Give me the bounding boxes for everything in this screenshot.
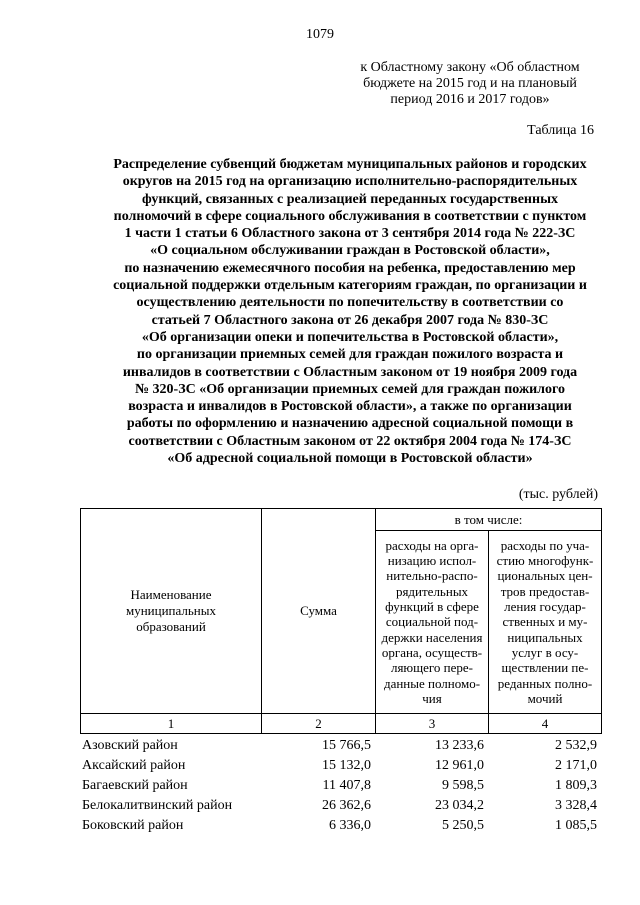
row-col4: 3 328,4 — [555, 798, 597, 813]
header-col3-line: ляющего пере- — [390, 660, 474, 676]
title-line: «О социальном обслуживании граждан в Ростовской области», — [150, 243, 550, 259]
row-col3: 5 250,5 — [442, 818, 484, 833]
header-col3-cell — [376, 531, 489, 714]
header-sum-cell: Сумма — [262, 509, 376, 714]
column-number: 3 — [376, 714, 489, 734]
annex-line: период 2016 и 2017 годов» — [390, 92, 550, 107]
header-col4-line: реданных полно- — [497, 675, 593, 691]
title-line: возраста и инвалидов в Ростовской области», а также по организации — [128, 399, 572, 415]
header-col4-line: стию многофунк- — [496, 553, 594, 569]
title-line: «Об организации опеки и попечительства в Ростовской области», — [141, 329, 559, 345]
row-sum: 6 336,0 — [329, 818, 371, 833]
header-col3-line: держки населения — [381, 629, 483, 645]
row-col3: 12 961,0 — [435, 758, 484, 773]
title-line: по назначению ежемесячного пособия на ребенка, предоставлению мер — [124, 260, 576, 276]
title-line: социальной поддержки отдельным категориям граждан, по организации и — [113, 278, 587, 294]
row-col4: 1 809,3 — [555, 778, 597, 793]
annex-line: к Областному закону «Об областном — [360, 60, 580, 75]
units-note: (тыс. рублей) — [518, 487, 598, 502]
header-col4-line: ниципальных — [507, 629, 583, 645]
row-col3: 23 034,2 — [435, 798, 484, 813]
row-name: Азовский район — [82, 738, 178, 753]
table-row — [80, 796, 601, 816]
header-col3-line: данные полномо- — [383, 675, 481, 691]
data-table — [80, 736, 601, 836]
row-col4: 2 171,0 — [555, 758, 597, 773]
row-col3: 13 233,6 — [435, 738, 484, 753]
row-name: Багаевский район — [82, 778, 188, 793]
title-line: округов на 2015 год на организацию исполнительно-распорядительных — [122, 174, 578, 190]
column-number: 2 — [262, 714, 376, 734]
header-col3-line: органа, осуществ- — [381, 644, 483, 660]
header-col4-line: ственных и му- — [502, 614, 588, 630]
title-line: функций, связанных с реализацией переданных государственных — [141, 191, 558, 207]
row-sum: 11 407,8 — [322, 778, 371, 793]
table-row — [80, 756, 601, 776]
header-name-line: Наименование — [130, 587, 212, 602]
header-name-line: образований — [136, 619, 206, 634]
title-line: полномочий в сфере социального обслуживания в соответствии с пунктом — [113, 208, 587, 224]
title-line: инвалидов в соответствии с Областным законом от 19 ноября 2009 года — [122, 364, 578, 380]
header-col3-line: расходы на орга- — [385, 537, 479, 553]
row-sum: 15 132,0 — [322, 758, 371, 773]
header-col3-line: чия — [422, 690, 442, 706]
row-col4: 2 532,9 — [555, 738, 597, 753]
title-line: 1 части 1 статьи 6 Областного закона от 3 сентября 2014 года № 222-ЗС — [124, 226, 576, 242]
title-line: «Об адресной социальной помощи в Ростовской области» — [167, 451, 533, 467]
table-header — [80, 508, 602, 734]
table-label: Таблица 16 — [527, 123, 594, 138]
title-line: соответствии с Областным законом от 22 октября 2004 года № 174-ЗС — [128, 433, 572, 449]
page-number: 1079 — [306, 27, 334, 42]
title-line: по организации приемных семей для граждан пожилого возраста и — [136, 347, 564, 363]
header-col3-line: социальной под- — [385, 614, 479, 630]
header-col3-line: нительно-распо- — [386, 568, 478, 584]
title-line: № 320-ЗС «Об организации приемных семей для граждан пожилого — [134, 381, 566, 397]
row-col3: 9 598,5 — [442, 778, 484, 793]
header-col4-line: мочий — [527, 690, 563, 706]
annex-line: бюджете на 2015 год и на плановый — [363, 76, 577, 91]
row-sum: 15 766,5 — [322, 738, 371, 753]
header-col3-line: функций в сфере — [385, 599, 479, 615]
row-col4: 1 085,5 — [555, 818, 597, 833]
header-col4-line: услуг в осу- — [511, 644, 579, 660]
header-including-cell: в том числе: — [376, 509, 602, 531]
title-line: работы по оформлению и назначению адресной социальной помощи в — [126, 416, 574, 432]
title-line: Распределение субвенций бюджетам муниципальных районов и городских — [113, 157, 587, 172]
header-col4-line: циональных цен- — [497, 568, 593, 584]
row-name: Боковский район — [82, 818, 184, 833]
row-name: Белокалитвинский район — [82, 798, 233, 813]
header-col3-line: рядительных — [395, 583, 469, 599]
column-number: 4 — [489, 714, 602, 734]
header-col4-line: расходы по уча- — [500, 537, 590, 553]
header-name-cell — [81, 509, 262, 714]
annex-reference — [330, 60, 610, 108]
header-col4-cell — [489, 531, 602, 714]
row-sum: 26 362,6 — [322, 798, 371, 813]
title-line: статьей 7 Областного закона от 26 декабря 2007 года № 830-ЗС — [151, 312, 549, 328]
header-col3-line: низацию испол- — [387, 553, 477, 569]
table-row — [80, 816, 601, 836]
header-name-line: муниципальных — [125, 603, 216, 618]
table-row — [80, 736, 601, 756]
row-name: Аксайский район — [82, 758, 186, 773]
header-col4-line: ществлении пе- — [501, 660, 589, 676]
header-col4-line: ления государ- — [504, 599, 586, 615]
document-title — [78, 156, 622, 467]
header-col4-line: тров предостав- — [500, 583, 590, 599]
title-line: осуществлению деятельности по попечительству в соответствии со — [136, 295, 564, 311]
column-number: 1 — [81, 714, 262, 734]
table-row — [80, 776, 601, 796]
